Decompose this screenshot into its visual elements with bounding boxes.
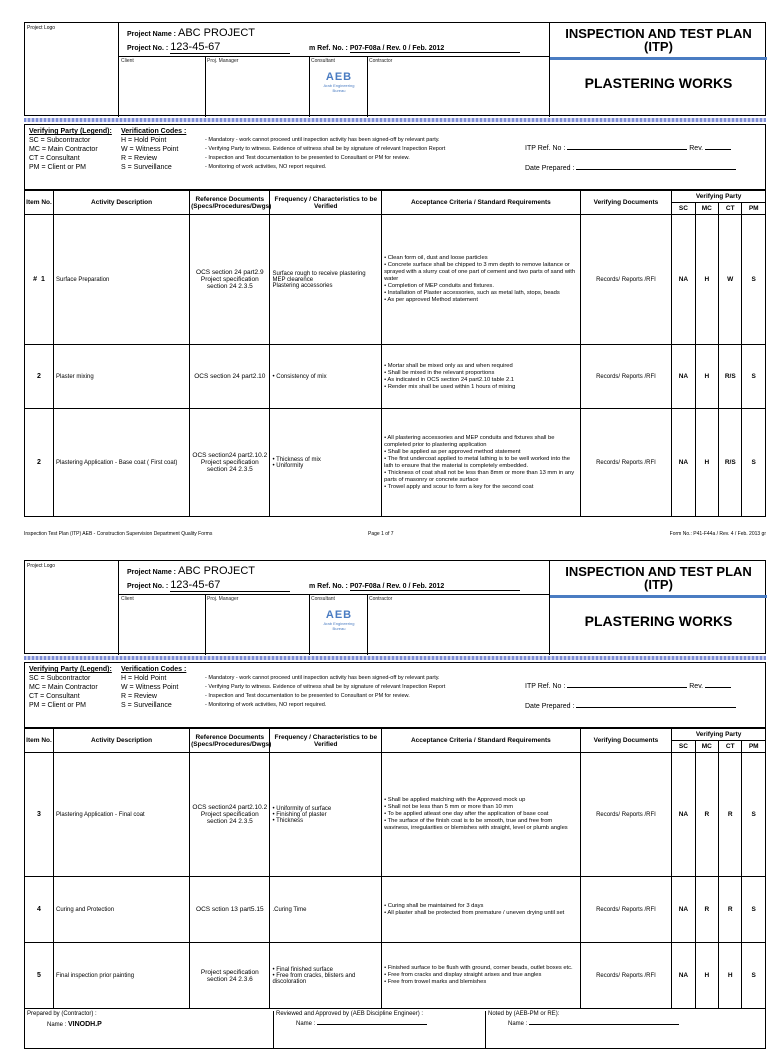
activity-description: Plastering Application - Base coat ( First coat) xyxy=(54,409,190,517)
reference-documents: OCS section24 part2.10.2 Project specification section 24 2.3.5 xyxy=(190,753,270,877)
col-sc: SC xyxy=(672,741,695,753)
vp-item: CT = Consultant xyxy=(29,693,80,700)
aeb-mark: AEB xyxy=(325,71,353,83)
vp-mc: H xyxy=(695,943,718,1009)
acceptance-line: • Installation of Plaster accessories, such as metal lath, stops, beads xyxy=(384,290,560,296)
acceptance-cell xyxy=(382,877,581,943)
item-no xyxy=(25,753,54,877)
item-number: 2 xyxy=(37,459,41,466)
vp-mc: H xyxy=(695,409,718,517)
col-item: Item No. xyxy=(25,191,54,215)
verifying-documents: Records/ Reports /RFI xyxy=(580,409,672,517)
date-prepared-label: Date Prepared : xyxy=(525,165,575,172)
vc-desc: - Verifying Party to witness. Evidence of witness shall be by signature of relevant Inspection Report xyxy=(205,146,446,152)
frequency-line: • Final finished surface xyxy=(272,966,333,973)
footer-form-no: Form No.: P41-F44a / Rev. 4 / Feb. 2013 gr xyxy=(669,531,766,537)
signature-block xyxy=(24,1009,766,1049)
footer-left: Inspection Test Plan (ITP) AEB - Construction Supervision Department Quality Forms xyxy=(24,531,213,537)
vp-mc: H xyxy=(695,345,718,409)
reference-documents: Project specification section 24 2.3.6 xyxy=(190,943,270,1009)
col-documents: Verifying Documents xyxy=(580,191,672,215)
contractor-label: Contractor xyxy=(369,596,393,602)
item-number: 2 xyxy=(37,373,41,380)
acceptance-cell xyxy=(382,345,581,409)
project-info xyxy=(119,561,549,655)
project-logo-box xyxy=(25,23,119,117)
col-frequency: Frequency / Characteristics to be Verified xyxy=(270,191,382,215)
acceptance-line: • Free from cracks and display straight arises and true angles xyxy=(384,972,542,978)
vp-item: PM = Client or PM xyxy=(29,164,86,171)
acceptance-line: • As indicated in OCS section 24 part2.10 table 2.1 xyxy=(384,376,515,383)
aeb-logo xyxy=(317,609,361,645)
frequency-line: • Uniformity xyxy=(272,462,304,469)
vp-item: SC = Subcontractor xyxy=(29,675,91,682)
frequency-line: Plastering accessories xyxy=(272,282,333,289)
acceptance-cell xyxy=(382,943,581,1009)
vp-sc: NA xyxy=(672,215,695,345)
document-title: INSPECTION AND TEST PLAN xyxy=(565,26,752,41)
vc-desc: - Inspection and Test documentation to be presented to Consultant or PM for review. xyxy=(205,155,410,161)
separator-band xyxy=(24,118,766,122)
itp-ref-block xyxy=(525,677,761,717)
title-area xyxy=(549,23,767,117)
acceptance-line: • Shall be applied matching with the Approved mock up xyxy=(384,797,526,803)
vp-ct: R/S xyxy=(719,345,742,409)
acceptance-line: • Shall be applied as per approved method statement xyxy=(384,448,521,455)
vp-sc: NA xyxy=(672,943,695,1009)
item-no xyxy=(25,943,54,1009)
ref-label: m Ref. No. : xyxy=(309,583,348,590)
frequency-cell xyxy=(270,753,382,877)
acceptance-cell xyxy=(382,215,581,345)
acceptance-line: • Concrete surface shall be chipped to 3 mm depth to remove laitance or sprayed with a slurry coat of one part of cement and two parts of sand with water xyxy=(384,262,576,282)
ref-value: P07-F08a / Rev. 0 / Feb. 2012 xyxy=(350,583,520,591)
item-number: 3 xyxy=(37,811,41,818)
vp-sc: NA xyxy=(672,409,695,517)
item-no xyxy=(25,215,54,345)
vp-ct: R xyxy=(719,877,742,943)
document-title-abbr: (ITP) xyxy=(644,577,673,592)
project-name: ABC PROJECT xyxy=(177,565,255,577)
contractor-label: Contractor xyxy=(369,58,393,64)
consultant-label: Consultant xyxy=(311,596,335,602)
vp-mc: H xyxy=(695,215,718,345)
vp-pm: S xyxy=(742,215,766,345)
col-verifying-party: Verifying Party xyxy=(672,729,766,741)
aeb-sub: Arab Engineering Bureau xyxy=(323,621,355,631)
acceptance-line: • Shall be mixed in the relevant proportions xyxy=(384,369,495,376)
vp-ct: W xyxy=(719,215,742,345)
activity-description: Plastering Application - Final coat xyxy=(54,753,190,877)
aeb-sub: Arab Engineering Bureau xyxy=(323,83,355,93)
frequency-line: • Thickness of mix xyxy=(272,456,321,463)
verification-codes xyxy=(121,665,531,710)
consultant-label: Consultant xyxy=(311,58,335,64)
col-pm: PM xyxy=(742,203,766,215)
project-name: ABC PROJECT xyxy=(177,27,255,39)
col-ct: CT xyxy=(719,203,742,215)
aeb-logo xyxy=(317,71,361,107)
item-number: 4 xyxy=(37,906,41,913)
legend-block xyxy=(24,662,766,728)
itp-table-page-1 xyxy=(24,190,766,517)
acceptance-line: • The surface of the finish coat is to be smooth, true and free from waviness, irregularities or blemishes with straight, level or plumb angles xyxy=(384,818,568,831)
project-name-label: Project Name : xyxy=(127,31,177,38)
vc-title: Verification Codes : xyxy=(121,128,187,135)
pm-label: Proj. Manager xyxy=(207,596,239,602)
activity-description: Surface Preparation xyxy=(54,215,190,345)
item-number: 5 xyxy=(37,972,41,979)
vp-sc: NA xyxy=(672,877,695,943)
activity-description: Curing and Protection xyxy=(54,877,190,943)
verifying-documents: Records/ Reports /RFI xyxy=(580,753,672,877)
col-verifying-party: Verifying Party xyxy=(672,191,766,203)
project-no-label: Project No. : xyxy=(127,45,169,52)
vc-desc: - Mandatory - work cannot proceed until inspection activity has been signed-off by relevant party. xyxy=(205,675,440,681)
footer-page-number: Page 1 of 7 xyxy=(368,531,394,537)
acceptance-line: • To be applied atleast one day after the application of base coat xyxy=(384,811,549,817)
vp-legend-title: Verifying Party (Legend): xyxy=(29,666,112,673)
acceptance-line: • All plaster shall be protected from premature / uneven drying until set xyxy=(384,909,565,916)
vc-desc: - Monitoring of work activities, NO report required. xyxy=(205,164,327,170)
row-hash-marker: # xyxy=(33,276,37,283)
vc-code: S = Surveillance xyxy=(121,702,172,709)
title-area xyxy=(549,561,767,655)
document-subject: PLASTERING WORKS xyxy=(584,613,733,629)
reference-documents: OCS section 24 part2.9 Project specification section 24 2.3.5 xyxy=(190,215,270,345)
vp-mc: R xyxy=(695,753,718,877)
col-acceptance: Acceptance Criteria / Standard Requirements xyxy=(382,729,581,753)
document-subject: PLASTERING WORKS xyxy=(584,75,733,91)
acceptance-line: • Shall not be less than 5 mm or more than 10 mm xyxy=(384,804,514,810)
vc-code: R = Review xyxy=(121,693,157,700)
acceptance-line: • Clean form oil, dust and loose particles xyxy=(384,255,488,261)
verifying-documents: Records/ Reports /RFI xyxy=(580,215,672,345)
vp-item: MC = Main Contractor xyxy=(29,146,98,153)
col-sc: SC xyxy=(672,203,695,215)
vc-title: Verification Codes : xyxy=(121,666,187,673)
col-item: Item No. xyxy=(25,729,54,753)
reference-documents: OCS sction 13 part5.15 xyxy=(190,877,270,943)
acceptance-line: • Thickness of coat shall not be less than 8mm or more than 13 mm in any parts of masonry or concrete surface xyxy=(384,469,575,483)
acceptance-line: • Free from trowel marks and blemishes xyxy=(384,979,487,985)
vp-pm: S xyxy=(742,409,766,517)
frequency-cell xyxy=(270,345,382,409)
acceptance-line: • As per approved Method statement xyxy=(384,297,478,303)
frequency-line: • Thickness xyxy=(272,817,304,824)
legend-block xyxy=(24,124,766,190)
project-no-label: Project No. : xyxy=(127,583,169,590)
reference-documents: OCS section 24 part2.10 xyxy=(190,345,270,409)
acceptance-line: • Trowel apply and scour to form a key for the second coat xyxy=(384,483,534,490)
document-header xyxy=(24,22,766,116)
vc-code: W = Witness Point xyxy=(121,684,179,691)
itp-page-1 xyxy=(0,22,768,541)
acceptance-cell xyxy=(382,409,581,517)
logo-label: Project Logo xyxy=(27,25,56,31)
frequency-line: .Curing Time xyxy=(272,906,307,913)
frequency-line: • Uniformity of surface xyxy=(272,805,332,812)
project-logo-box xyxy=(25,561,119,655)
verifying-documents: Records/ Reports /RFI xyxy=(580,877,672,943)
noted-by-label: Noted by (AEB-PM or RE): xyxy=(488,1011,560,1017)
col-mc: MC xyxy=(695,741,718,753)
col-activity: Activity Description xyxy=(54,729,190,753)
date-prepared-label: Date Prepared : xyxy=(525,703,575,710)
frequency-cell xyxy=(270,943,382,1009)
vp-mc: R xyxy=(695,877,718,943)
vp-pm: S xyxy=(742,753,766,877)
verification-codes xyxy=(121,127,531,172)
vc-code: S = Surveillance xyxy=(121,164,172,171)
itp-ref-block xyxy=(525,139,761,179)
vc-desc: - Mandatory - work cannot proceed until inspection activity has been signed-off by relevant party. xyxy=(205,137,440,143)
project-no: 123-45-67 xyxy=(170,41,290,54)
document-header xyxy=(24,560,766,654)
vp-item: CT = Consultant xyxy=(29,155,80,162)
frequency-line: • Finishing of plaster xyxy=(272,811,327,818)
itp-ref-label: ITP Ref. No : xyxy=(525,683,566,690)
verifying-documents: Records/ Reports /RFI xyxy=(580,345,672,409)
vp-ct: R/S xyxy=(719,409,742,517)
table-row xyxy=(25,409,766,517)
table-row xyxy=(25,753,766,877)
acceptance-line: • Curing shall be maintained for 3 days xyxy=(384,902,484,909)
col-reference: Reference Documents (Specs/Procedures/Dwgs) xyxy=(190,191,270,215)
acceptance-line: • Render mix shall be used within 1 hours of mixing xyxy=(384,383,516,390)
vp-sc: NA xyxy=(672,753,695,877)
col-ct: CT xyxy=(719,741,742,753)
col-activity: Activity Description xyxy=(54,191,190,215)
page-footer xyxy=(24,531,766,541)
table-row xyxy=(25,345,766,409)
frequency-line: • Consistency of mix xyxy=(272,373,327,380)
document-title-abbr: (ITP) xyxy=(644,39,673,54)
client-label: Client xyxy=(121,596,134,602)
acceptance-line: • All plastering accessories and MEP conduits and fixtures shall be completed prior to plastering application xyxy=(384,434,555,448)
reference-documents: OCS section24 part2.10.2 Project specification section 24 2.3.5 xyxy=(190,409,270,517)
vc-code: H = Hold Point xyxy=(121,137,167,144)
rev-label: Rev. xyxy=(689,145,704,152)
itp-table-page-2 xyxy=(24,728,766,1009)
acceptance-line: • Mortar shall be mixed only as and when required xyxy=(384,362,513,369)
project-no: 123-45-67 xyxy=(170,579,290,592)
itp-page-2 xyxy=(0,560,768,1049)
acceptance-line: • Completion of MEP conduits and fixtures. xyxy=(384,283,494,289)
vp-pm: S xyxy=(742,345,766,409)
table-row xyxy=(25,215,766,345)
prepared-by xyxy=(27,1011,273,1028)
vp-ct: H xyxy=(719,943,742,1009)
project-name-label: Project Name : xyxy=(127,569,177,576)
frequency-cell xyxy=(270,215,382,345)
verifying-documents: Records/ Reports /RFI xyxy=(580,943,672,1009)
logo-label: Project Logo xyxy=(27,563,56,569)
frequency-cell xyxy=(270,409,382,517)
col-pm: PM xyxy=(742,741,766,753)
client-label: Client xyxy=(121,58,134,64)
ref-label: m Ref. No. : xyxy=(309,45,348,52)
project-info xyxy=(119,23,549,117)
vp-pm: S xyxy=(742,943,766,1009)
item-no xyxy=(25,877,54,943)
col-reference: Reference Documents (Specs/Procedures/Dwgs) xyxy=(190,729,270,753)
col-mc: MC xyxy=(695,203,718,215)
col-frequency: Frequency / Characteristics to be Verified xyxy=(270,729,382,753)
frequency-cell xyxy=(270,877,382,943)
ref-value: P07-F08a / Rev. 0 / Feb. 2012 xyxy=(350,45,520,53)
vc-code: H = Hold Point xyxy=(121,675,167,682)
rev-label: Rev. xyxy=(689,683,704,690)
noted-name-label: Name : xyxy=(508,1021,528,1027)
vc-desc: - Inspection and Test documentation to be presented to Consultant or PM for review. xyxy=(205,693,410,699)
noted-by xyxy=(485,1011,765,1049)
activity-description: Plaster mixing xyxy=(54,345,190,409)
itp-ref-label: ITP Ref. No : xyxy=(525,145,566,152)
acceptance-line: • Finished surface to be flush with ground, corner beads, outlet boxes etc. xyxy=(384,965,573,971)
acceptance-cell xyxy=(382,753,581,877)
vp-legend-title: Verifying Party (Legend): xyxy=(29,128,112,135)
acceptance-line: • The first undercoat applied to metal lathing is to be well worked into the lath to ensure that the material is completely embedded. xyxy=(384,455,570,469)
vp-item: SC = Subcontractor xyxy=(29,137,91,144)
separator-band xyxy=(24,656,766,660)
item-number: 1 xyxy=(41,276,45,283)
pm-label: Proj. Manager xyxy=(207,58,239,64)
col-documents: Verifying Documents xyxy=(580,729,672,753)
vp-item: PM = Client or PM xyxy=(29,702,86,709)
activity-description: Final inspection prior painting xyxy=(54,943,190,1009)
item-no xyxy=(25,409,54,517)
vp-pm: S xyxy=(742,877,766,943)
prepared-name: VINODH.P xyxy=(68,1021,102,1028)
reviewed-name-label: Name : xyxy=(296,1021,316,1027)
item-no xyxy=(25,345,54,409)
table-row xyxy=(25,877,766,943)
reviewed-by xyxy=(273,1011,485,1049)
vp-ct: R xyxy=(719,753,742,877)
frequency-line: • Free from cracks, blisters and discoloration xyxy=(272,972,356,985)
frequency-line: Surface rough to receive plastering xyxy=(272,270,366,277)
vp-item: MC = Main Contractor xyxy=(29,684,98,691)
vc-code: R = Review xyxy=(121,155,157,162)
frequency-line: MEP clearence xyxy=(272,276,314,283)
reviewed-by-label: Reviewed and Approved by (AEB Discipline Engineer) : xyxy=(276,1011,424,1017)
aeb-mark: AEB xyxy=(325,609,353,621)
prepared-name-label: Name : xyxy=(47,1022,67,1028)
vp-sc: NA xyxy=(672,345,695,409)
table-row xyxy=(25,943,766,1009)
vc-desc: - Verifying Party to witness. Evidence of witness shall be by signature of relevant Inspection Report xyxy=(205,684,446,690)
vc-desc: - Monitoring of work activities, NO report required. xyxy=(205,702,327,708)
col-acceptance: Acceptance Criteria / Standard Requirements xyxy=(382,191,581,215)
prepared-by-label: Prepared by (Contractor) : xyxy=(27,1011,97,1017)
vc-code: W = Witness Point xyxy=(121,146,179,153)
document-title: INSPECTION AND TEST PLAN xyxy=(565,564,752,579)
